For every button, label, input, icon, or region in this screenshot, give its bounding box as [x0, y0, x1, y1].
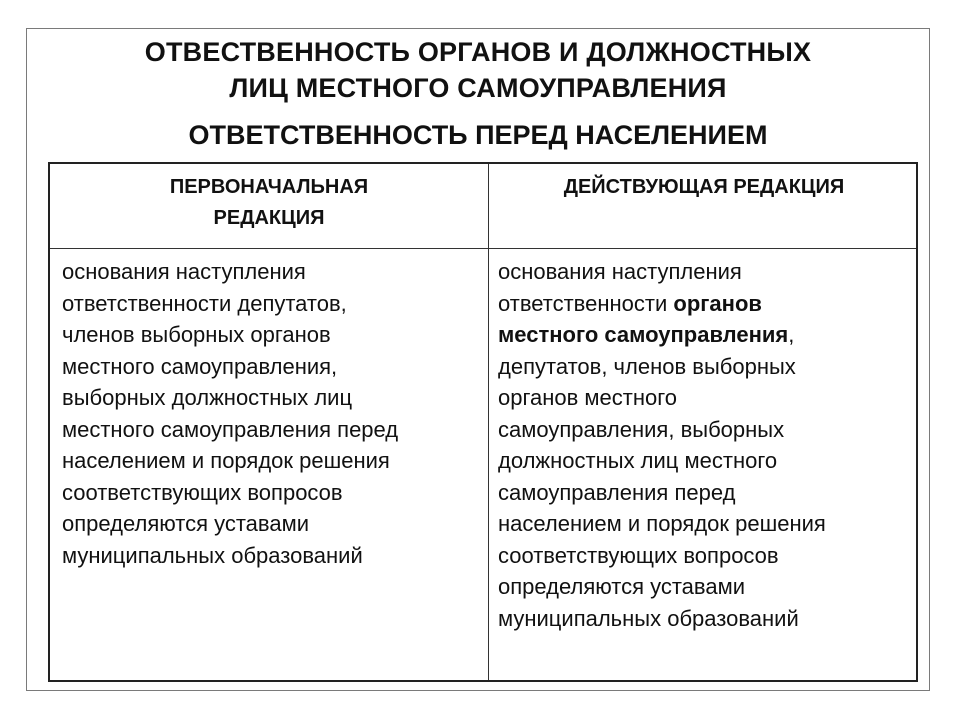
column-divider: [488, 164, 489, 680]
text-line: самоуправления, выборных: [498, 416, 785, 442]
text-line: местного самоуправления,: [62, 353, 338, 379]
title-line: ОТВЕСТВЕННОСТЬ ОРГАНОВ И ДОЛЖНОСТНЫХ: [144, 37, 812, 67]
text-line: выборных должностных лиц: [62, 385, 353, 410]
text-line: муниципальных образований: [62, 542, 363, 568]
header-current-edition: ДЕЙСТВУЮЩАЯ РЕДАКЦИЯ: [563, 176, 845, 198]
slide-subtitle: ОТВЕТСТВЕННОСТЬ ПЕРЕД НАСЕЛЕНИЕМ: [188, 120, 768, 150]
text-line: депутатов, членов выборных: [498, 353, 796, 379]
slide-title: [26, 34, 930, 106]
text-line: определяются уставами: [498, 574, 746, 599]
highlighted-text: местного самоуправления: [498, 322, 789, 347]
text-line: муниципальных образований: [498, 605, 799, 631]
text-line: основания наступления: [62, 259, 306, 284]
text-line: соответствующих вопросов: [498, 542, 779, 568]
text-line: органов местного: [498, 385, 678, 410]
cell-original-edition: [62, 256, 482, 571]
cell-current-edition: [498, 256, 910, 634]
header-line: ПЕРВОНАЧАЛЬНАЯ: [169, 176, 369, 198]
text-line: должностных лиц местного: [498, 448, 778, 473]
text-line: местного самоуправления перед: [62, 416, 399, 442]
text-line: основания наступления: [498, 259, 742, 284]
text-line: ответственности депутатов,: [62, 290, 347, 316]
text-line: самоуправления перед: [498, 479, 736, 505]
text-fragment: ,: [788, 322, 795, 347]
comparison-table: [48, 162, 918, 682]
text-line: [498, 319, 910, 351]
text-line: населением и порядок решения: [498, 511, 826, 536]
header-line: РЕДАКЦИЯ: [213, 207, 325, 229]
title-line: ЛИЦ МЕСТНОГО САМОУПРАВЛЕНИЯ: [229, 73, 727, 103]
highlighted-text: органов: [673, 290, 762, 316]
text-line: [498, 288, 910, 320]
text-line: членов выборных органов: [62, 322, 331, 347]
text-fragment: ответственности: [498, 290, 674, 316]
text-line: определяются уставами: [62, 511, 310, 536]
header-divider: [50, 248, 916, 249]
header-original-edition: [50, 172, 488, 234]
text-line: соответствующих вопросов: [62, 479, 343, 505]
text-line: населением и порядок решения: [62, 448, 390, 473]
